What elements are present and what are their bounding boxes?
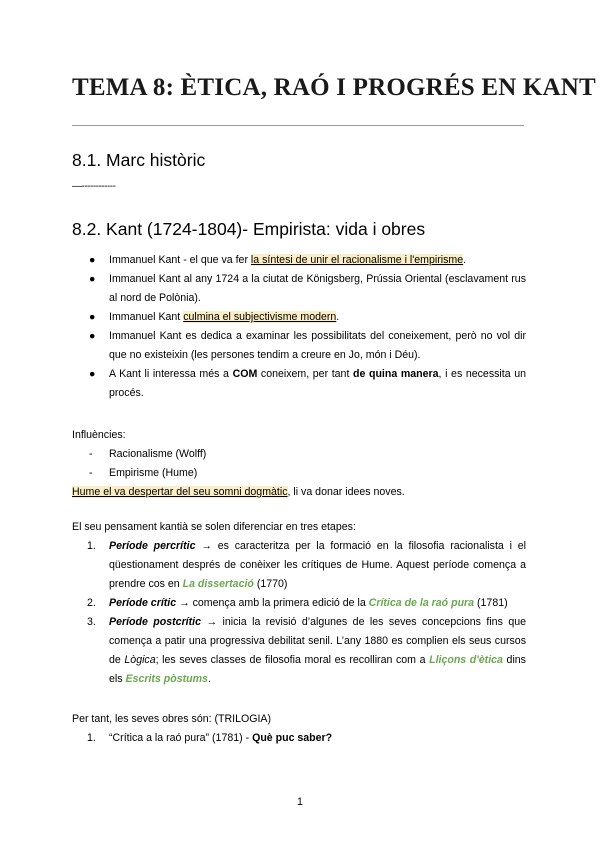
influences-label: Influències: xyxy=(72,429,126,441)
bullet-list xyxy=(72,251,526,403)
title-divider xyxy=(72,125,524,126)
stages-list xyxy=(72,537,526,689)
bullet-icon: ● xyxy=(89,254,96,266)
bullet-icon: ● xyxy=(89,311,96,323)
section-placeholder-dashes: —------------ xyxy=(72,181,116,192)
works-intro: Per tant, les seves obres són: (TRILOGIA) xyxy=(72,713,272,725)
document-title: TEMA 8: ÈTICA, RAÓ I PROGRÉS EN KANT xyxy=(72,74,596,101)
page-number: 1 xyxy=(297,796,303,808)
list-item: 3. Període postcrític → inicia la revisió d’algunes de les seves concepcions fins que comença a patir una progressiva debilitat senil. L’any 1880 es complien els seus cursos de Lògica; les seves classes de filosofia moral es recolliran com a Lliçons d'ètica dins els Escrits pòstums. xyxy=(87,616,527,685)
list-item: - Racionalisme (Wolff) xyxy=(89,448,207,460)
highlighted-text: culmina el subjectivisme modern xyxy=(183,311,337,323)
list-item: 2. Període crític → comença amb la primera edició de la Crítica de la raó pura (1781) xyxy=(87,597,508,609)
list-item: ● Immanuel Kant al any 1724 a la ciutat de Königsberg, Prússia Oriental (esclavament rus al nord de Polònia). xyxy=(72,270,526,308)
bullet-icon: ● xyxy=(89,273,96,285)
works-list xyxy=(72,729,526,748)
list-item: 1. Període percrític → es caracteritza per la formació en la filosofia racionalista i el qüestionament després de conèixer les crítiques de Hume. Aquest període comença a prendre cos en La dissertació (1770) xyxy=(87,540,527,590)
highlighted-text: la síntesi de unir el racionalisme i l'empirisme xyxy=(250,254,464,266)
stages-intro: El seu pensament kantià se solen diferenciar en tres etapes: xyxy=(72,521,356,533)
bullet-icon: ● xyxy=(89,368,96,380)
list-item: 1. “Crítica a la raó pura” (1781) - Què puc saber? xyxy=(87,732,333,744)
section-heading-kant: 8.2. Kant (1724-1804)- Empirista: vida i obres xyxy=(72,219,426,239)
influences-block xyxy=(72,426,526,502)
hume-note: Hume el va despertar del seu somni dogmàtic, li va donar idees noves. xyxy=(72,486,405,498)
list-item: ● A Kant li interessa més a COM coneixem, per tant de quina manera, i es necessita un procés. xyxy=(72,365,526,403)
list-item: - Empirisme (Hume) xyxy=(89,467,198,479)
list-item: ● Immanuel Kant culmina el subjectivisme modern. xyxy=(72,308,526,327)
list-item: ● Immanuel Kant es dedica a examinar les possibilitats del coneixement, però no vol dir que no existeixin (les persones tendim a creure en Jo, món i Déu). xyxy=(72,327,526,365)
list-item: ● Immanuel Kant - el que va fer la síntesi de unir el racionalisme i l'empirisme. xyxy=(72,251,526,270)
bullet-icon: ● xyxy=(89,330,96,342)
highlighted-text: Hume el va despertar del seu somni dogmàtic xyxy=(72,486,288,498)
section-heading-marc-historic: 8.1. Marc històric xyxy=(72,150,206,170)
